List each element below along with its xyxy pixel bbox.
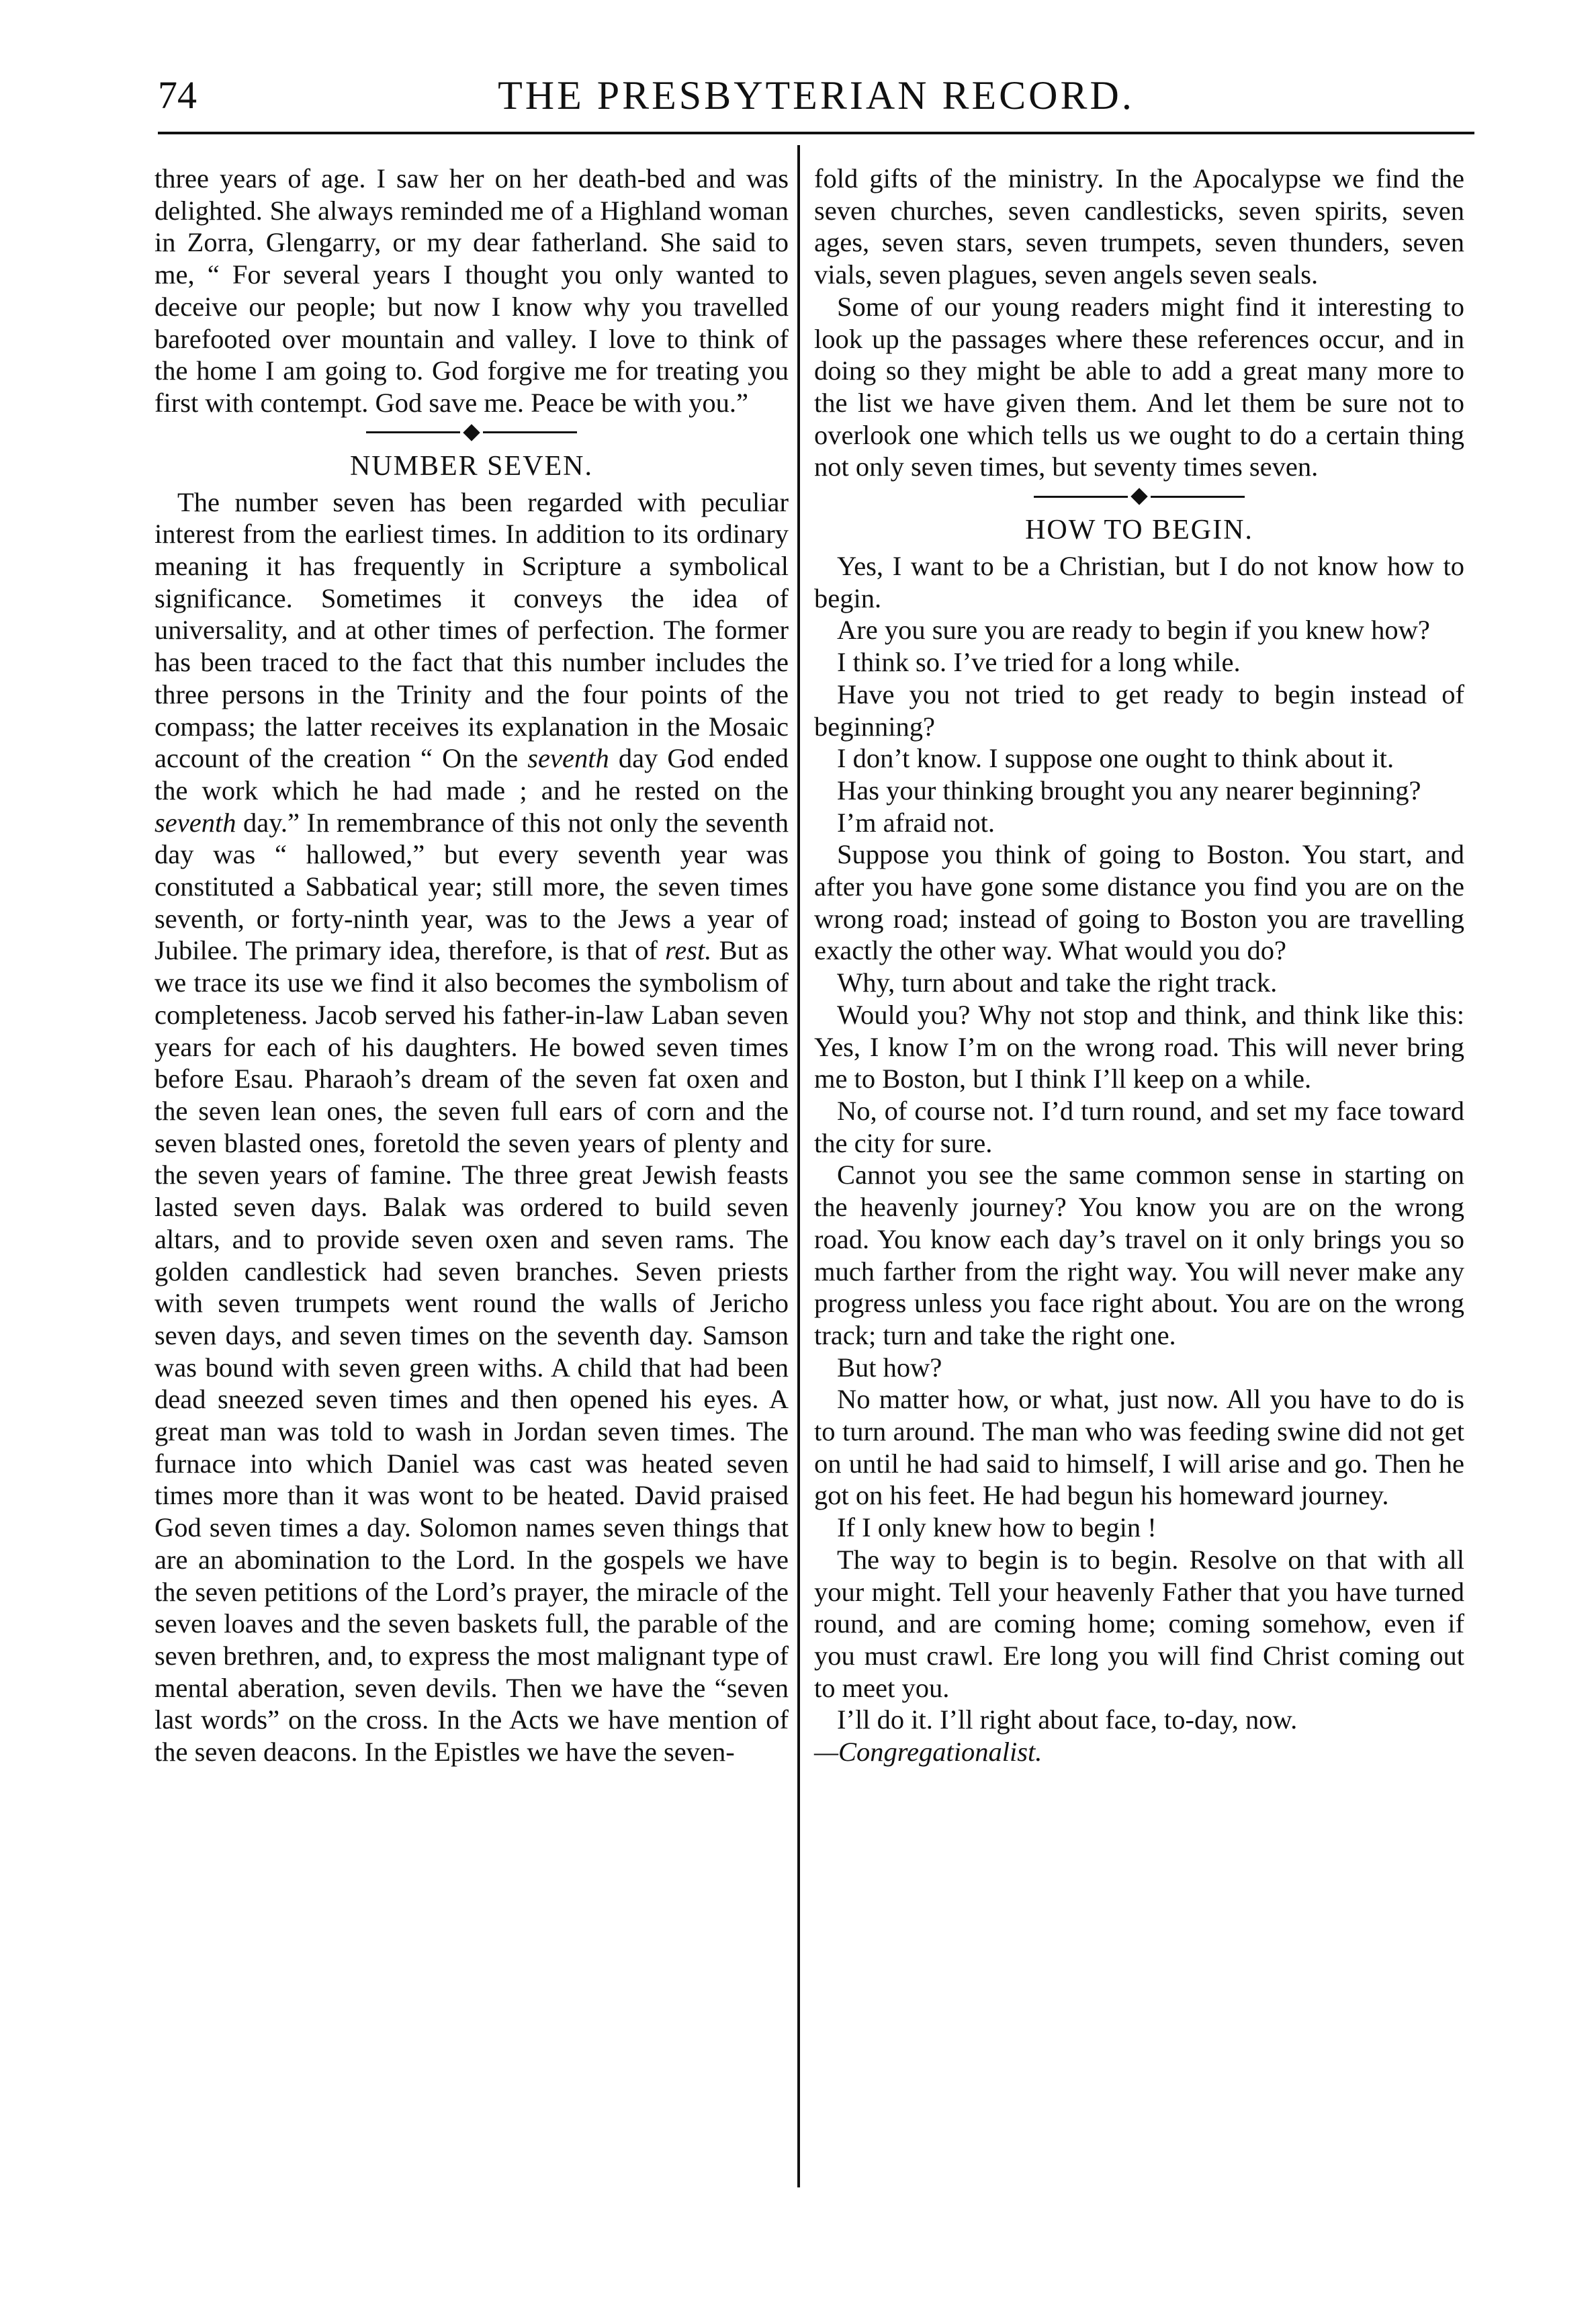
dialogue-paragraph: If I only knew how to begin !: [837, 1512, 1157, 1543]
dialogue-paragraph: Yes, I want to be a Christian, but I do not know how to begin.: [814, 551, 1464, 613]
dialogue-paragraph: I don’t know. I suppose one ought to think about it.: [837, 743, 1394, 774]
dialogue-paragraph: Has your thinking brought you any nearer beginning?: [837, 775, 1421, 806]
right-column: [814, 163, 1464, 1768]
dialogue-paragraph: I’m afraid not.: [837, 807, 995, 838]
running-title: THE PRESBYTERIAN RECORD.: [498, 73, 1135, 118]
left-column: [154, 163, 789, 1768]
article-paragraph: Some of our young readers might find it interesting to look up the passages where these references occur, and in doing so they might be able to add a great many more to the list we have given them. And let them be sure not to overlook one which tells us we ought to do a certain thing not only seven times, but seventy times seven.: [814, 291, 1464, 482]
section-ornament: [814, 483, 1464, 510]
dialogue-paragraph: I think so. I’ve tried for a long while.: [837, 647, 1241, 678]
column-divider: [797, 145, 800, 2187]
continued-paragraph: three years of age. I saw her on her death-bed and was delighted. She always reminded me of a Highland woman in Zorra, Glengarry, or my dear fatherland. She said to me, “ For several years I thought you only wanted to deceive our people; but now I know why you travelled barefooted over mountain and valley. I love to think of the home I am going to. God forgive me for treating you first with contempt. God save me. Peace be with you.”: [154, 163, 789, 418]
dialogue-paragraph: The way to begin is to begin. Resolve on that with all your might. Tell your heavenly Father that you have turned round, and are coming home; coming somehow, even if you must crawl. Ere long you will find Christ coming out to meet you.: [814, 1544, 1464, 1703]
dialogue-paragraph: Suppose you think of going to Boston. You start, and after you have gone some distance you find you are on the wrong road; instead of going to Boston you are travelling exactly the other way. What would you do?: [814, 839, 1464, 966]
header-rule: [158, 132, 1474, 134]
dialogue-paragraph: I’ll do it. I’ll right about face, to-day, now.: [837, 1704, 1298, 1735]
article-paragraph: The number seven has been regarded with peculiar interest from the earliest times. In addition to its ordinary meaning it has frequently in Scripture a symbolical significance. Sometimes it conveys the idea of universality, and at other times of perfection. The former has been traced to the fact that this number includes the three persons in the Trinity and the four points of the compass; the latter receives its explanation in the Mosaic account of the creation “ On the seventh day God ended the work which he had made ; and he rested on the seventh day.” In remembrance of this not only the seventh day was “ hallowed,” but every seventh year was constituted a Sabbatical year; still more, the seven times seventh, or forty-ninth year, was to the Jews a year of Jubilee. The primary idea, therefore, is that of rest. But as we trace its use we find it also becomes the symbolism of completeness. Jacob served his father-in-law Laban seven years for each of his daughters. He bowed seven times before Esau. Pharaoh’s dream of the seven fat oxen and the seven lean ones, the seven full ears of corn and the seven blasted ones, foretold the seven years of plenty and the seven years of famine. The three great Jewish feasts lasted seven days. Balak was ordered to build seven altars, and to provide seven oxen and seven rams. The golden candlestick had seven branches. Seven priests with seven trumpets went round the walls of Jericho seven days, and seven times on the seventh day. Samson was bound with seven green withs. A child that had been dead sneezed seven times and then opened his eyes. A great man was told to wash in Jordan seven times. The furnace into which Daniel was cast was heated seven times more than it was wont to be heated. David praised God seven times a day. Solomon names seven things that are an abomination to the Lord. In the gospels we have the seven petitions of the Lord’s prayer, the miracle of the seven loaves and the seven baskets full, the parable of the seven brethren, and, to express the most malignant type of mental aberation, seven devils. Then we have the “seven last words” on the cross. In the Acts we have mention of the seven deacons. In the Epistles we have the seven-: [154, 486, 789, 1768]
dialogue-paragraph: No, of course not. I’d turn round, and set my face toward the city for sure.: [814, 1095, 1464, 1158]
continued-paragraph: fold gifts of the ministry. In the Apocalypse we find the seven churches, seven candlesticks, seven spirits, seven ages, seven stars, seven trumpets, seven thunders, seven vials, seven plagues, seven angels seven seals.: [814, 163, 1464, 290]
dialogue-paragraph: But how?: [837, 1352, 942, 1383]
source-attribution: —Congregationalist.: [814, 1737, 1043, 1768]
dialogue-paragraph: Cannot you see the same common sense in starting on the heavenly journey? You know you are on the wrong road. You know each day’s travel on it only brings you so much farther from the right way. You will never make any progress unless you face right about. You are on the wrong track; turn and take the right one.: [814, 1160, 1464, 1350]
dialogue-paragraph: Have you not tried to get ready to begin instead of beginning?: [814, 679, 1464, 742]
dialogue-paragraph: No matter how, or what, just now. All you have to do is to turn around. The man who was feeding swine did not get on until he had said to himself, I will arise and go. Then he got on his feet. He had begun his homeward journey.: [814, 1384, 1464, 1511]
dialogue-paragraph: Are you sure you are ready to begin if you knew how?: [837, 615, 1430, 646]
page-number: 74: [158, 73, 197, 117]
section-title-how-to-begin: HOW TO BEGIN.: [1025, 515, 1253, 546]
page-header: [158, 73, 1474, 120]
dialogue-paragraph: Would you? Why not stop and think, and think like this: Yes, I know I’m on the wrong road. This will never bring me to Boston, but I think I’ll keep on a while.: [814, 999, 1464, 1094]
dialogue-paragraph: Why, turn about and take the right track.: [837, 967, 1278, 998]
section-ornament: [154, 419, 789, 446]
section-title-number-seven: NUMBER SEVEN.: [349, 450, 594, 482]
